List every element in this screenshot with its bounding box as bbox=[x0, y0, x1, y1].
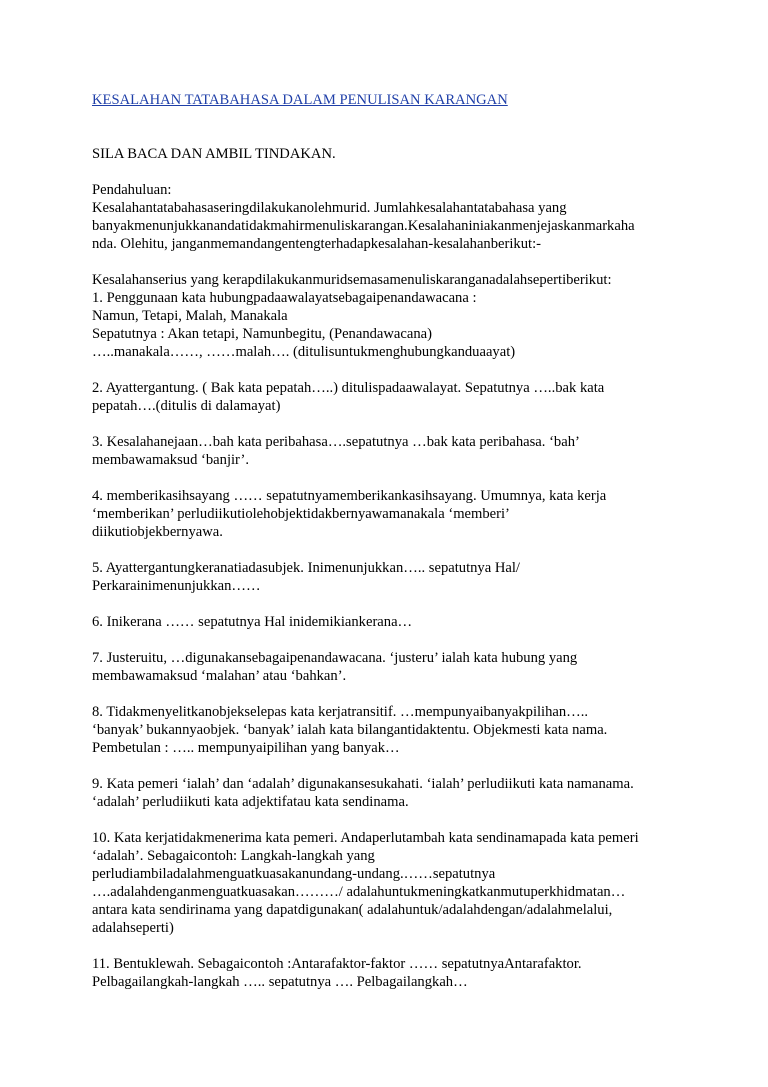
text-line: membawamaksud ‘malahan’ atau ‘bahkan’. bbox=[92, 668, 347, 684]
spacer bbox=[92, 937, 698, 955]
error-item-paragraph bbox=[92, 829, 698, 937]
text-line: 11. Bentuklewah. Sebagaicontoh :Antarafaktor-faktor …… sepatutnyaAntarafaktor. bbox=[92, 956, 582, 972]
text-line: Kesalahanserius yang kerapdilakukanmuridsemasamenuliskaranganadalahsepertiberikut: bbox=[92, 272, 612, 288]
spacer bbox=[92, 541, 698, 559]
spacer bbox=[92, 415, 698, 433]
text-line: 3. Kesalahanejaan…bah kata peribahasa….sepatutnya …bak kata peribahasa. ‘bah’ bbox=[92, 434, 580, 450]
text-line: perludiambiladalahmenguatkuasakanundang-undang.……sepatutnya bbox=[92, 866, 496, 882]
spacer bbox=[92, 109, 698, 145]
error-item-paragraph bbox=[92, 271, 698, 361]
spacer bbox=[92, 361, 698, 379]
text-line: ….adalahdenganmenguatkuasakan………/ adalahuntukmeningkatkanmutuperkhidmatan… bbox=[92, 884, 626, 900]
error-item-paragraph bbox=[92, 487, 698, 541]
text-line: membawamaksud ‘banjir’. bbox=[92, 452, 249, 468]
spacer bbox=[92, 631, 698, 649]
text-line: 10. Kata kerjatidakmenerima kata pemeri. Andaperlutambah kata sendinamapada kata pemeri bbox=[92, 830, 639, 846]
spacer bbox=[92, 757, 698, 775]
text-line: 6. Inikerana …… sepatutnya Hal inidemikiankerana… bbox=[92, 614, 413, 630]
text-line: Sepatutnya : Akan tetapi, Namunbegitu, (Penandawacana) bbox=[92, 326, 433, 342]
text-line: antara kata sendirinama yang dapatdigunakan( adalahuntuk/adalahdengan/adalahmelalui, bbox=[92, 902, 613, 918]
instruction-text: SILA BACA DAN AMBIL TINDAKAN. bbox=[92, 146, 336, 162]
text-line: Pendahuluan: bbox=[92, 182, 172, 198]
text-line: 4. memberikasihsayang …… sepatutnyamemberikankasihsayang. Umumnya, kata kerja bbox=[92, 488, 607, 504]
error-item-paragraph bbox=[92, 559, 698, 595]
text-line: ‘adalah’. Sebagaicontoh: Langkah-langkah yang bbox=[92, 848, 375, 864]
text-line: adalahseperti) bbox=[92, 920, 174, 936]
text-line: diikutiobjekbernyawa. bbox=[92, 524, 223, 540]
text-line: pepatah….(ditulis di dalamayat) bbox=[92, 398, 281, 414]
spacer bbox=[92, 163, 698, 181]
error-item-paragraph bbox=[92, 649, 698, 685]
text-line: nda. Olehitu, janganmemandangentengterhadapkesalahan-kesalahanberikut:- bbox=[92, 236, 541, 252]
text-line: Pelbagailangkah-langkah ….. sepatutnya …. Pelbagailangkah… bbox=[92, 974, 468, 990]
text-line: banyakmenunjukkanandatidakmahirmenuliskarangan.Kesalahaniniakanmenjejaskanmarkaha bbox=[92, 218, 635, 234]
error-item-paragraph bbox=[92, 613, 698, 631]
text-line: Perkarainimenunjukkan…… bbox=[92, 578, 261, 594]
document-body bbox=[92, 181, 698, 991]
error-item-paragraph bbox=[92, 379, 698, 415]
error-item-paragraph bbox=[92, 433, 698, 469]
text-line: ‘memberikan’ perludiikutiolehobjektidakbernyawamanakala ‘memberi’ bbox=[92, 506, 510, 522]
text-line: 7. Justeruitu, …digunakansebagaipenandawacana. ‘justeru’ ialah kata hubung yang bbox=[92, 650, 578, 666]
spacer bbox=[92, 595, 698, 613]
spacer bbox=[92, 469, 698, 487]
document-title[interactable]: KESALAHAN TATABAHASA DALAM PENULISAN KARANGAN bbox=[92, 92, 508, 108]
spacer bbox=[92, 685, 698, 703]
error-item-paragraph bbox=[92, 955, 698, 991]
text-line: 5. Ayattergantungkeranatiadasubjek. Inimenunjukkan….. sepatutnya Hal/ bbox=[92, 560, 520, 576]
error-item-paragraph bbox=[92, 775, 698, 811]
text-line: ‘banyak’ bukannyaobjek. ‘banyak’ ialah kata bilangantidaktentu. Objekmesti kata nama. bbox=[92, 722, 608, 738]
text-line: 9. Kata pemeri ‘ialah’ dan ‘adalah’ digunakansesukahati. ‘ialah’ perludiikuti kata namanama. bbox=[92, 776, 634, 792]
text-line: 2. Ayattergantung. ( Bak kata pepatah…..) ditulispadaawalayat. Sepatutnya …..bak kata bbox=[92, 380, 605, 396]
text-line: ‘adalah’ perludiikuti kata adjektifatau kata sendinama. bbox=[92, 794, 409, 810]
text-line: 8. Tidakmenyelitkanobjekselepas kata kerjatransitif. …mempunyaibanyakpilihan….. bbox=[92, 704, 589, 720]
text-line: Namun, Tetapi, Malah, Manakala bbox=[92, 308, 288, 324]
introduction-paragraph bbox=[92, 181, 698, 253]
spacer bbox=[92, 253, 698, 271]
text-line: Kesalahantatabahasaseringdilakukanolehmurid. Jumlahkesalahantatabahasa yang bbox=[92, 200, 567, 216]
text-line: 1. Penggunaan kata hubungpadaawalayatsebagaipenandawacana : bbox=[92, 290, 477, 306]
error-item-paragraph bbox=[92, 703, 698, 757]
text-line: Pembetulan : ….. mempunyaipilihan yang banyak… bbox=[92, 740, 400, 756]
text-line: …..manakala……, ……malah…. (ditulisuntukmenghubungkanduaayat) bbox=[92, 344, 516, 360]
spacer bbox=[92, 811, 698, 829]
